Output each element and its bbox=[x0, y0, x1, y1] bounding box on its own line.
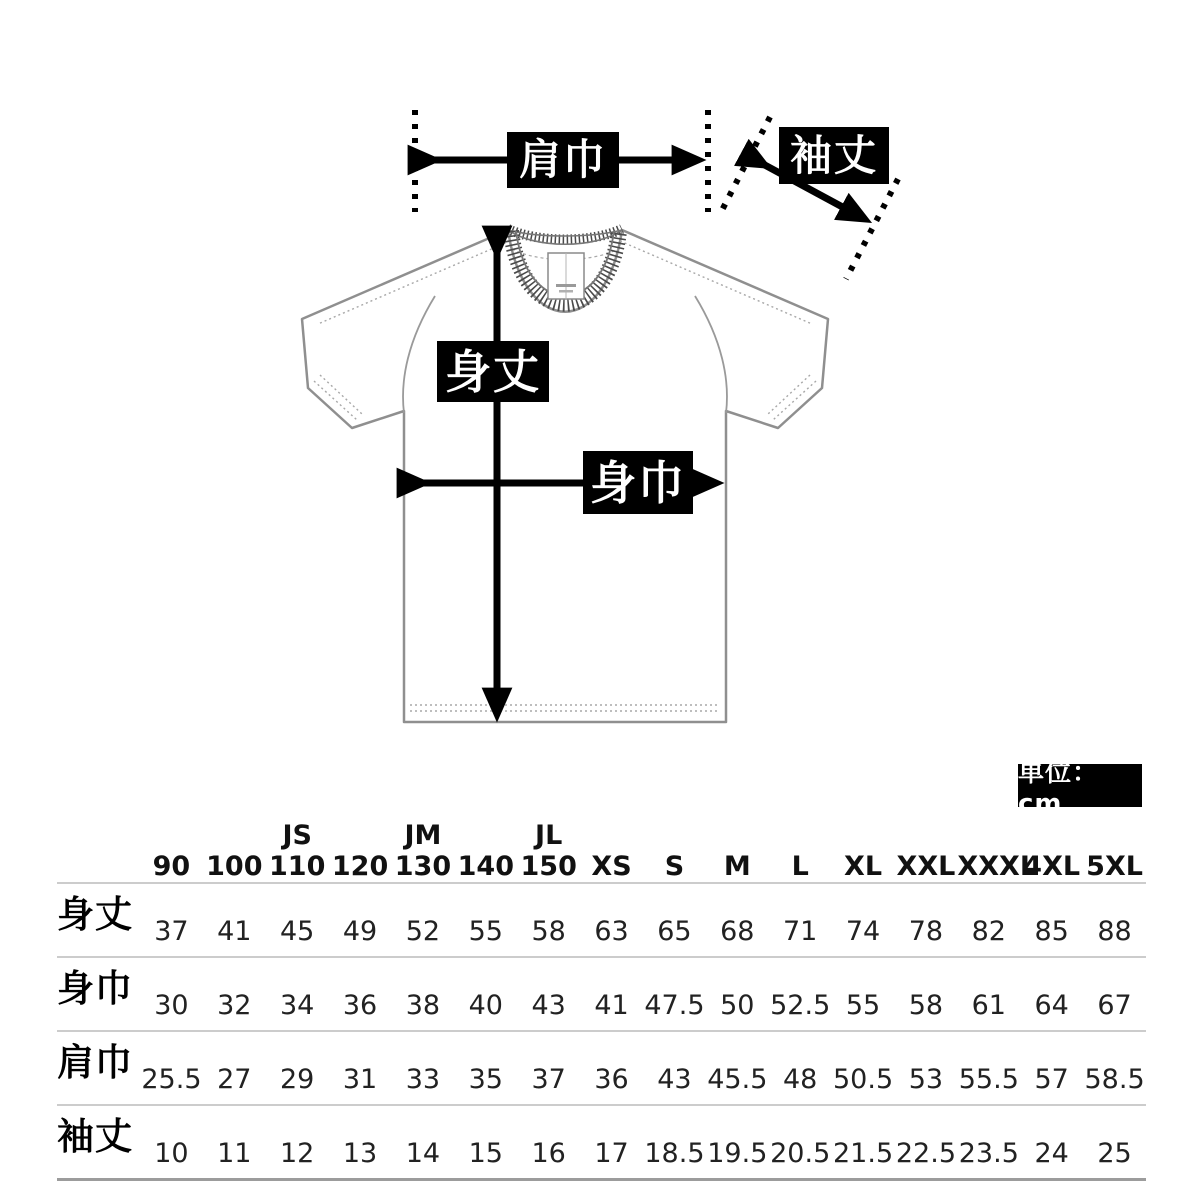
size-column-header bbox=[392, 810, 455, 883]
size-value: 20.5 bbox=[769, 1105, 832, 1180]
size-value: 22.5 bbox=[895, 1105, 958, 1180]
size-value: 11 bbox=[203, 1105, 266, 1180]
tag-text-mark-2 bbox=[559, 290, 573, 293]
size-value: 27 bbox=[203, 1031, 266, 1105]
size-value: 25.5 bbox=[140, 1031, 203, 1105]
size-label: 4XL bbox=[1023, 851, 1081, 882]
size-label: 110 bbox=[269, 851, 326, 882]
size-label: L bbox=[791, 851, 809, 882]
size-label: 120 bbox=[331, 851, 389, 882]
size-value: 40 bbox=[454, 957, 517, 1031]
size-value: 45 bbox=[266, 883, 329, 957]
size-value: 14 bbox=[392, 1105, 455, 1180]
size-value: 64 bbox=[1020, 957, 1083, 1031]
size-value: 35 bbox=[454, 1031, 517, 1105]
size-value: 61 bbox=[957, 957, 1020, 1031]
size-value: 30 bbox=[140, 957, 203, 1031]
body-length-label: 身丈 bbox=[437, 341, 549, 402]
size-value: 63 bbox=[580, 883, 643, 957]
size-value: 43 bbox=[517, 957, 580, 1031]
size-value: 18.5 bbox=[643, 1105, 706, 1180]
size-value: 12 bbox=[266, 1105, 329, 1180]
size-value: 29 bbox=[266, 1031, 329, 1105]
size-label: 90 bbox=[152, 851, 191, 882]
size-label: 5XL bbox=[1086, 851, 1143, 882]
unit-badge: 単位：cm bbox=[1018, 764, 1142, 807]
size-value: 32 bbox=[203, 957, 266, 1031]
sleeve-guide-lower bbox=[846, 179, 898, 279]
size-value: 41 bbox=[203, 883, 266, 957]
size-column-header bbox=[895, 810, 958, 883]
size-value: 36 bbox=[329, 957, 392, 1031]
size-column-header bbox=[454, 810, 517, 883]
size-label: XXXL bbox=[957, 851, 1038, 882]
size-value: 52 bbox=[392, 883, 455, 957]
size-value: 23.5 bbox=[957, 1105, 1020, 1180]
size-value: 55.5 bbox=[957, 1031, 1020, 1105]
size-label: S bbox=[664, 851, 685, 882]
size-column-header bbox=[140, 810, 203, 883]
size-column-header bbox=[517, 810, 580, 883]
size-column-header bbox=[957, 810, 1038, 883]
size-value: 55 bbox=[832, 957, 895, 1031]
size-label: 130 bbox=[394, 851, 452, 882]
size-value: 67 bbox=[1083, 957, 1146, 1031]
size-label: 140 bbox=[457, 851, 514, 882]
table-corner bbox=[57, 810, 140, 883]
body-width-label: 身巾 bbox=[583, 451, 693, 514]
table-row-body-width bbox=[57, 957, 1146, 1031]
size-label: XXL bbox=[896, 851, 956, 882]
size-column-header bbox=[769, 810, 832, 883]
size-value: 41 bbox=[580, 957, 643, 1031]
size-value: 48 bbox=[769, 1031, 832, 1105]
size-value: 19.5 bbox=[706, 1105, 769, 1180]
size-value: 50 bbox=[706, 957, 769, 1031]
size-column-header bbox=[1020, 810, 1083, 883]
size-value: 88 bbox=[1083, 883, 1146, 957]
size-value: 55 bbox=[454, 883, 517, 957]
size-value: 47.5 bbox=[643, 957, 706, 1031]
size-label: 150 bbox=[520, 851, 577, 882]
size-column-header bbox=[832, 810, 895, 883]
size-value: 34 bbox=[266, 957, 329, 1031]
size-label: XL bbox=[844, 851, 883, 882]
size-prefix: JL bbox=[535, 820, 563, 851]
size-value: 38 bbox=[392, 957, 455, 1031]
size-value: 58.5 bbox=[1083, 1031, 1146, 1105]
row-label: 袖丈 bbox=[57, 1105, 140, 1180]
size-value: 17 bbox=[580, 1105, 643, 1180]
size-column-header bbox=[1083, 810, 1146, 883]
table-row-sleeve-length bbox=[57, 1105, 1146, 1180]
sleeve-length-label: 袖丈 bbox=[779, 127, 889, 184]
tshirt-outline bbox=[302, 230, 828, 722]
size-header-row bbox=[57, 810, 1146, 883]
size-value: 24 bbox=[1020, 1105, 1083, 1180]
size-value: 71 bbox=[769, 883, 832, 957]
size-value: 53 bbox=[895, 1031, 958, 1105]
size-value: 16 bbox=[517, 1105, 580, 1180]
size-prefix: JS bbox=[282, 820, 312, 851]
size-value: 68 bbox=[706, 883, 769, 957]
size-value: 58 bbox=[895, 957, 958, 1031]
size-value: 50.5 bbox=[832, 1031, 895, 1105]
size-value: 10 bbox=[140, 1105, 203, 1180]
row-label: 肩巾 bbox=[57, 1031, 140, 1105]
size-value: 25 bbox=[1083, 1105, 1146, 1180]
tag-text-mark bbox=[556, 284, 576, 287]
size-column-header bbox=[266, 810, 329, 883]
row-label: 身巾 bbox=[57, 957, 140, 1031]
size-column-header bbox=[580, 810, 643, 883]
size-table bbox=[57, 810, 1146, 1181]
size-value: 82 bbox=[957, 883, 1020, 957]
size-prefix: JM bbox=[404, 820, 442, 851]
size-value: 15 bbox=[454, 1105, 517, 1180]
size-label: XS bbox=[591, 851, 632, 882]
tshirt-illustration bbox=[302, 229, 828, 722]
size-label: M bbox=[723, 851, 751, 882]
size-value: 85 bbox=[1020, 883, 1083, 957]
shoulder-width-label: 肩巾 bbox=[507, 132, 619, 188]
size-value: 58 bbox=[517, 883, 580, 957]
size-value: 65 bbox=[643, 883, 706, 957]
size-column-header bbox=[203, 810, 266, 883]
table-row-shoulder-width bbox=[57, 1031, 1146, 1105]
table-row-body-length bbox=[57, 883, 1146, 957]
size-value: 78 bbox=[895, 883, 958, 957]
size-value: 37 bbox=[517, 1031, 580, 1105]
size-column-header bbox=[643, 810, 706, 883]
size-value: 49 bbox=[329, 883, 392, 957]
size-column-header bbox=[706, 810, 769, 883]
size-value: 21.5 bbox=[832, 1105, 895, 1180]
row-label: 身丈 bbox=[57, 883, 140, 957]
size-value: 43 bbox=[643, 1031, 706, 1105]
size-column-header bbox=[329, 810, 392, 883]
size-value: 57 bbox=[1020, 1031, 1083, 1105]
size-value: 33 bbox=[392, 1031, 455, 1105]
size-value: 74 bbox=[832, 883, 895, 957]
size-value: 13 bbox=[329, 1105, 392, 1180]
size-value: 37 bbox=[140, 883, 203, 957]
size-value: 45.5 bbox=[706, 1031, 769, 1105]
size-label: 100 bbox=[206, 851, 263, 882]
size-value: 52.5 bbox=[769, 957, 832, 1031]
size-value: 31 bbox=[329, 1031, 392, 1105]
back-collar-lower-edge bbox=[508, 230, 622, 244]
size-value: 36 bbox=[580, 1031, 643, 1105]
